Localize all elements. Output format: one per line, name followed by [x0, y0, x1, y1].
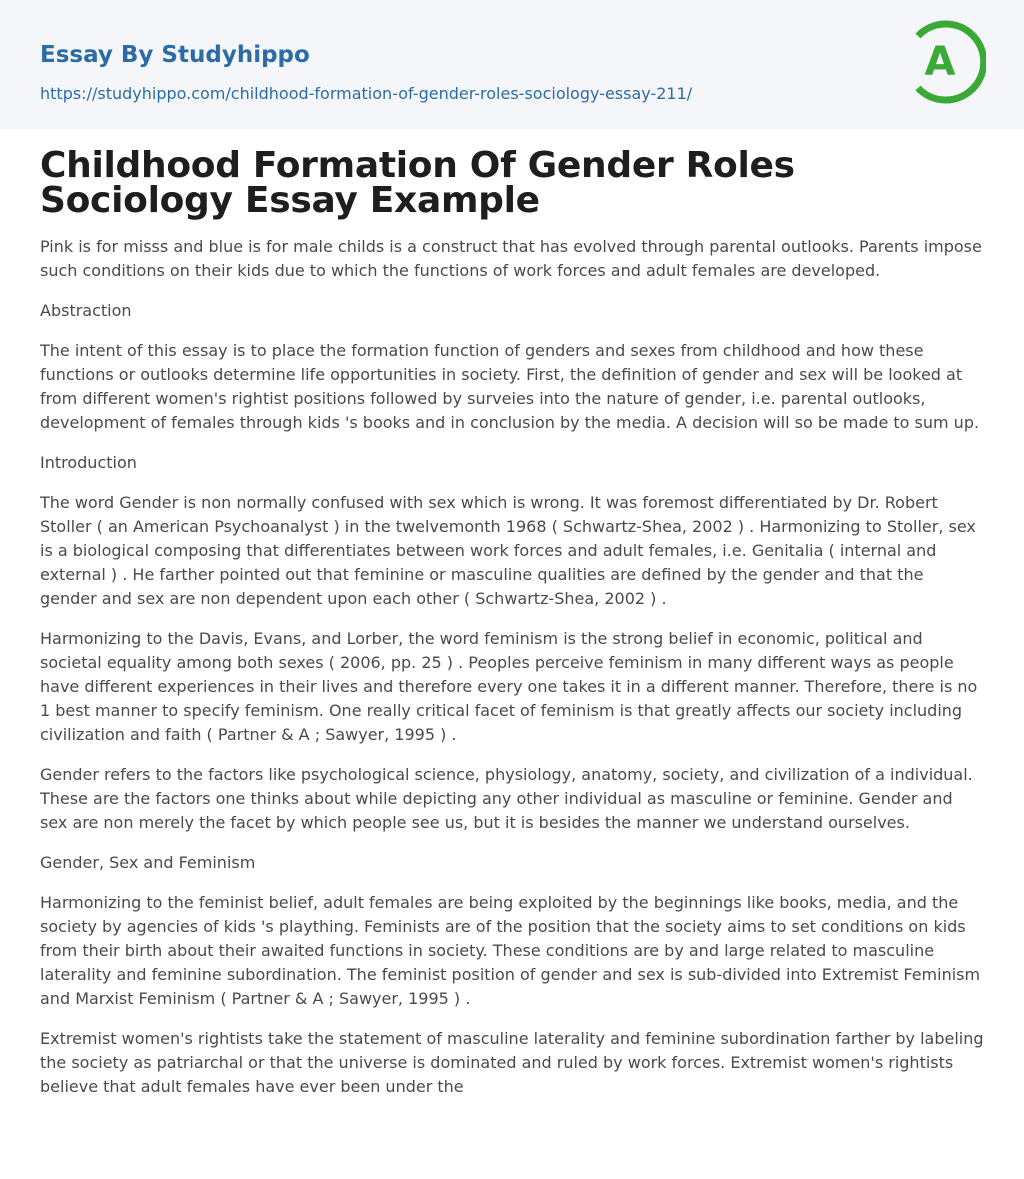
intro-paragraph: Pink is for misss and blue is for male childs is a construct that has evolved through parental outlooks. Parents impose such conditions on their kids due to which the functions of work forces and adult females are developed.	[40, 237, 982, 280]
body-paragraph: Gender refers to the factors like psychological science, physiology, anatomy, society, and civilization of a individual. These are the factors one thinks about while depicting any other individual as masculine or feminine. Gender and sex are non merely the facet by which people see us, but it is besides the manner we understand ourselves.	[40, 765, 973, 832]
body-paragraph: Harmonizing to the feminist belief, adult females are being exploited by the beginnings like books, media, and the society by agencies of kids 's plaything. Feminists are of the position that the society aims to set conditions on kids from their birth about their awaited functions in society. These conditions are by and large related to masculine laterality and feminine subordination. The feminist position of gender and sex is sub-divided into Extremist Feminism and Marxist Feminism ( Partner & A ; Sawyer, 1995 ) .	[40, 893, 981, 1008]
section-heading-introduction: Introduction	[40, 453, 137, 472]
site-header	[0, 0, 1024, 129]
body-paragraph: Extremist women's rightists take the statement of masculine laterality and feminine subordination farther by labeling the society as patriarchal or that the universe is dominated and ruled by work forces. Extremist women's rightists believe that adult females have ever been under the	[40, 1029, 984, 1096]
brand-title: Essay By Studyhippo	[40, 42, 310, 68]
article	[40, 145, 984, 1115]
body-paragraph: Harmonizing to the Davis, Evans, and Lorber, the word feminism is the strong belief in economic, political and societal equality among both sexes ( 2006, pp. 25 ) . Peoples perceive feminism in many different ways as people have different experiences in their lives and therefore every one takes it in a different manner. Therefore, there is no 1 best manner to specify feminism. One really critical facet of feminism is that greatly affects our society including civilization and faith ( Partner & A ; Sawyer, 1995 ) .	[40, 629, 978, 744]
section-heading-abstraction: Abstraction	[40, 301, 132, 320]
section-heading-gender-sex-feminism: Gender, Sex and Feminism	[40, 853, 256, 872]
abstract-paragraph: The intent of this essay is to place the formation function of genders and sexes from childhood and how these functions or outlooks determine life opportunities in society. First, the definition of gender and sex will be looked at from different women's rightist positions followed by surveies into the nature of gender, i.e. parental outlooks, development of females through kids 's books and in conclusion by the media. A decision will so be made to sum up.	[40, 341, 980, 432]
studyhippo-logo-icon[interactable]	[912, 18, 986, 106]
article-title: Childhood Formation Of Gender Roles Sociology Essay Example	[40, 145, 795, 221]
body-paragraph: The word Gender is non normally confused with sex which is wrong. It was foremost differentiated by Dr. Robert Stoller ( an American Psychoanalyst ) in the twelvemonth 1968 ( Schwartz-Shea, 2002 ) . Harmonizing to Stoller, sex is a biological composing that differentiates between work forces and adult females, i.e. Genitalia ( internal and external ) . He farther pointed out that feminine or masculine qualities are defined by the gender and that the gender and sex are non dependent upon each other ( Schwartz-Shea, 2002 ) .	[40, 493, 976, 608]
source-url-link[interactable]: https://studyhippo.com/childhood-formation-of-gender-roles-sociology-essay-211/	[40, 84, 693, 103]
logo-letter: A	[924, 39, 956, 85]
